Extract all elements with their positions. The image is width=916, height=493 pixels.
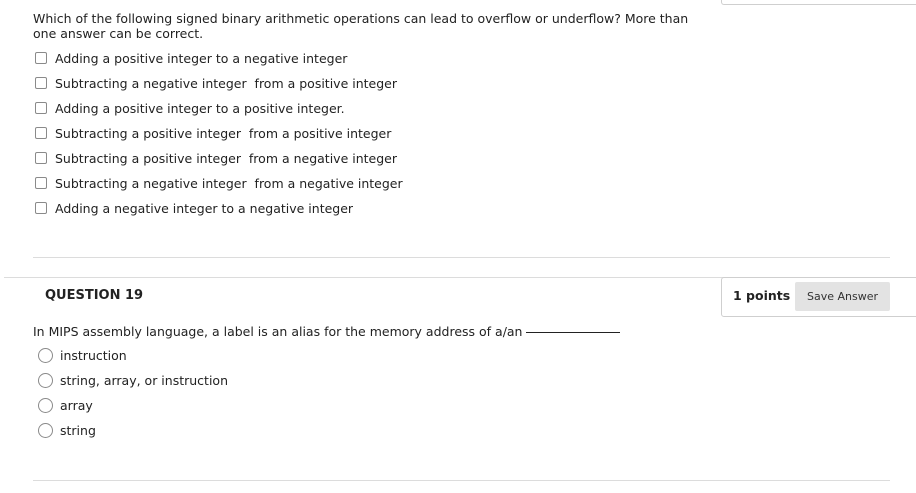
question-19-prompt: In MIPS assembly language, a label is an alias for the memory address of a/an xyxy=(33,324,523,339)
option-label: Adding a negative integer to a negative integer xyxy=(55,200,354,216)
radio-button[interactable] xyxy=(38,423,53,438)
q19-option-4[interactable] xyxy=(35,420,96,440)
bottom-divider xyxy=(33,480,890,481)
option-label: string, array, or instruction xyxy=(60,372,228,388)
q18-option-2[interactable] xyxy=(35,73,397,93)
radio-button[interactable] xyxy=(38,348,53,363)
q18-option-4[interactable] xyxy=(35,123,391,143)
checkbox[interactable] xyxy=(35,177,47,189)
option-label: Subtracting a negative integer from a positive integer xyxy=(55,75,397,91)
q18-option-1[interactable] xyxy=(35,48,347,68)
q19-option-1[interactable] xyxy=(35,345,127,365)
save-answer-button[interactable]: Save Answer xyxy=(795,282,890,311)
question-19-title: QUESTION 19 xyxy=(45,288,144,303)
option-label: Adding a positive integer to a positive integer. xyxy=(55,100,345,116)
checkbox[interactable] xyxy=(35,202,47,214)
section-divider xyxy=(33,257,890,258)
checkbox[interactable] xyxy=(35,77,47,89)
option-label: string xyxy=(60,422,96,438)
checkbox[interactable] xyxy=(35,102,47,114)
checkbox[interactable] xyxy=(35,152,47,164)
q18-option-6[interactable] xyxy=(35,173,403,193)
question-19-text xyxy=(33,324,620,339)
q18-option-3[interactable] xyxy=(35,98,345,118)
option-label: Subtracting a positive integer from a negative integer xyxy=(55,150,397,166)
radio-button[interactable] xyxy=(38,398,53,413)
q18-option-5[interactable] xyxy=(35,148,397,168)
checkbox[interactable] xyxy=(35,127,47,139)
option-label: Adding a positive integer to a negative integer xyxy=(55,50,348,66)
option-label: Subtracting a negative integer from a negative integer xyxy=(55,175,403,191)
option-label: instruction xyxy=(60,347,127,363)
previous-points-box xyxy=(721,0,916,5)
q19-option-2[interactable] xyxy=(35,370,228,390)
checkbox[interactable] xyxy=(35,52,47,64)
option-label: Subtracting a positive integer from a positive integer xyxy=(55,125,392,141)
radio-button[interactable] xyxy=(38,373,53,388)
answer-blank xyxy=(526,332,620,333)
question-18-text: Which of the following signed binary arithmetic operations can lead to overflow or underflow? More than one answer can be correct. xyxy=(33,11,689,41)
option-label: array xyxy=(60,397,93,413)
q18-option-7[interactable] xyxy=(35,198,353,218)
points-label: 1 points xyxy=(733,288,791,303)
q19-option-3[interactable] xyxy=(35,395,93,415)
